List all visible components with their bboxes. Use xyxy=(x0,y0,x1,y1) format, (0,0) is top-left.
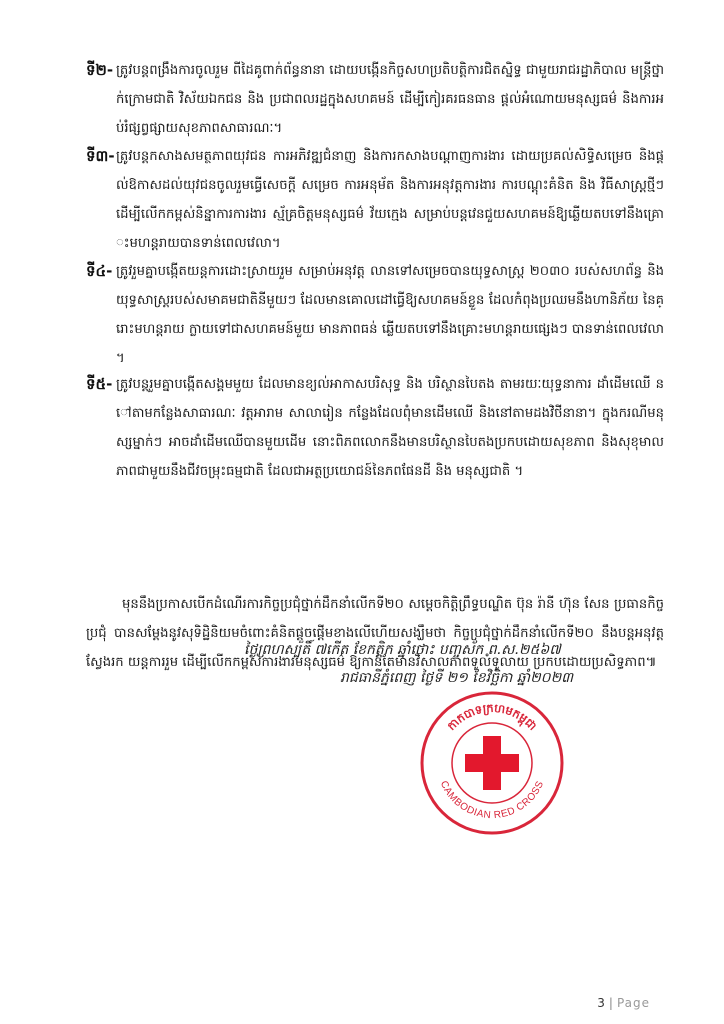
item-text: ត្រូវរួមគ្នាបង្កើតយន្តការដោះស្រាយរួម សម្រាប់អនុវត្ត លានទៅសម្រេចបានយុទ្ធសាស្ត្រ ២០៣០ របស់សហព័ន្ធ និងយុទ្ធសាស្ត្ររបស់សមាគមជាតិនីមួយៗ ដែលមានគោលដៅធ្វើឱ្យសហគមន៍ខ្លួន ដែលកំពុងប្រឈមនឹងហានិភ័យ នៃគ្រោះមហន្តរាយ ក្លាយទៅជាសហគមន៍មួយ មានភាពធន់ ឆ្លើយតបទៅនឹងគ្រោះមហន្តរាយផ្សេងៗ បានទាន់ពេលវេលា។ xyxy=(116,264,664,366)
red-cross-icon xyxy=(465,736,519,790)
item-text: ត្រូវបន្តកសាងសមត្ថភាពយុវជន ការអភិវឌ្ឍជំនាញ និងការកសាងបណ្តាញការងារ ដោយប្រគល់សិទ្ធិសម្រេច និងផ្តល់ឱកាសដល់យុវជនចូលរួមធ្វើសេចក្តី សម្រេច ការអនុម័ត និងការអនុវត្តការងារ ការបណ្តុះគំនិត និង វិធីសាស្ត្រថ្មីៗ ដើម្បីលើកកម្ពស់និន្នាការការងារ ស្ម័គ្រចិត្តមនុស្សធម៌ វ័យក្មេង សម្រាប់បន្តវេនជួយសហគមន៍ឱ្យឆ្លើយតបទៅនឹងគ្រោះមហន្តរាយបានទាន់ពេលវេលា។ xyxy=(116,149,664,251)
red-cross-seal xyxy=(419,690,565,836)
seal-bottom-text: CAMBODIAN RED CROSS xyxy=(437,779,547,822)
item-3 xyxy=(86,142,664,258)
item-number: ទី៣- xyxy=(86,147,115,165)
closing-paragraph: មុននឹងប្រកាសបើកដំណើរការកិច្ចប្រជុំថ្នាក់ដឹកនាំលើកទី២០ សម្តេចកិត្តិព្រឹទ្ធបណ្ឌិត ប៊ុន រ៉ានី ហ៊ុន សែន ប្រធានកិច្ចប្រជុំ បានសម្តែងនូវសុទិដ្ឋិនិយមចំពោះគំនិតផ្តួចផ្តើមខាងលើហើយសង្ឃឹមថា កិច្ចប្រជុំថ្នាក់ដឹកនាំលើកទី២០ នឹងបន្តអនុវត្តស្វែងរក យន្តការរួម ដើម្បីលើកកម្ពស់ការងារមនុស្សធម៌ ឱ្យកាន់តែមានវិសាលភាពទូលំទូលាយ ប្រកបដោយប្រសិទ្ធភាព៕ xyxy=(86,597,664,670)
page-footer xyxy=(597,996,650,1010)
item-4 xyxy=(86,257,664,373)
page-number: 3 xyxy=(597,996,605,1010)
page-label: Page xyxy=(616,996,650,1010)
item-2 xyxy=(86,56,664,143)
item-text: ត្រូវបន្តពង្រឹងការចូលរួម ពីដៃគូពាក់ព័ន្ធនានា ដោយបង្កើនកិច្ចសហប្រតិបត្តិការជិតស្និទ្ធ ជាមួយរាជរដ្ឋាភិបាល មន្ត្រីថ្នាក់ក្រោមជាតិ វិស័យឯកជន និង ប្រជាពលរដ្ឋក្នុងសហគមន៍ ដើម្បីកៀរគរធនធាន ផ្តល់អំណោយមនុស្សធម៌ និងការអប់រំផ្សព្វផ្សាយសុខភាពសាធារណៈ។ xyxy=(116,63,664,136)
item-number: ទី៤- xyxy=(86,262,113,280)
seal-top-text: កាកបាទក្រហមកម្ពុជា xyxy=(444,700,540,733)
footer-separator: | xyxy=(608,996,613,1010)
solar-date: រាជធានីភ្នំពេញ ថ្ងៃទី ២១ ខែវិច្ឆិកា ឆ្នាំ២០២៣ xyxy=(340,670,574,686)
item-number: ទី២- xyxy=(86,61,114,79)
item-text: ត្រូវបន្តរួមគ្នាបង្កើតសង្គមមួយ ដែលមានខ្យល់អាកាសបរិសុទ្ធ និង បរិស្ថានបៃតង តាមរយៈយុទ្ធនាការ ដាំដើមឈើ នៅតាមកន្លែងសាធារណៈ វត្តអារាម សាលារៀន កន្លែងដែលពុំមានដើមឈើ និងនៅតាមដងវិថីនានា។ ក្នុងករណីមនុស្សម្នាក់ៗ អាចដាំដើមឈើបានមួយដើម នោះពិភពលោកនឹងមានបរិស្ថានបៃតងប្រកបដោយសុខភាព និងសុខុមាលភាពជាមួយនឹងជីវចម្រុះធម្មជាតិ ដែលជាអត្ថប្រយោជន៍នៃភពផែនដី និង មនុស្សជាតិ ។ xyxy=(116,377,664,479)
item-5 xyxy=(86,370,664,486)
item-number: ទី៥- xyxy=(86,375,113,393)
lunar-date: ថ្ងៃព្រហស្បតិ៍ ៧កើត ខែកត្តិក ឆ្នាំថោះ បញ្ចស័ក ព.ស.២៥៦៧ xyxy=(244,642,561,658)
